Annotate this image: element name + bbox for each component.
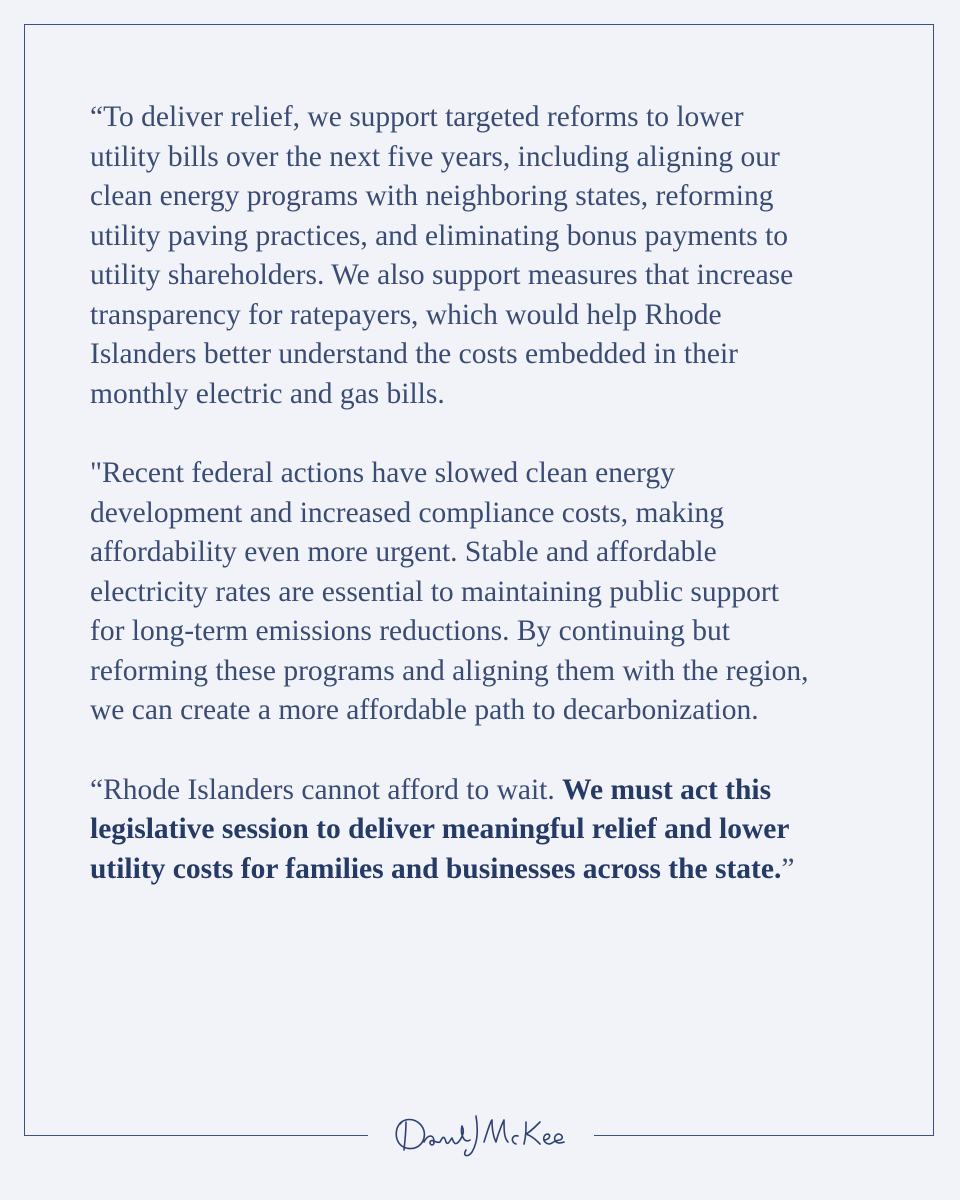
statement-paragraph-3 — [90, 771, 880, 890]
text-line: clean energy programs with neighboring states, reforming — [90, 180, 774, 212]
text-line: affordability even more urgent. Stable and affordable — [90, 536, 717, 568]
statement-body — [90, 98, 880, 929]
text-line: reforming these programs and aligning them with the region, — [90, 654, 809, 687]
text-line: Islanders better understand the costs embedded in their — [90, 338, 738, 370]
text-line — [90, 810, 880, 850]
text-line — [90, 850, 880, 890]
text-line — [90, 771, 880, 811]
text-line: transparency for ratepayers, which would help Rhode — [90, 298, 722, 331]
signature-graphic — [384, 1104, 584, 1164]
text-line: utility shareholders. We also support measures that increase — [90, 259, 794, 291]
handwritten-signature — [384, 1104, 584, 1164]
text-line: “To deliver relief, we support targeted reforms to lower — [90, 101, 744, 133]
emphasis-text: We must act this — [562, 773, 772, 806]
text-line: "Recent federal actions have slowed clean energy — [90, 457, 675, 489]
emphasis-text: utility costs for families and businesses across the state. — [90, 852, 782, 885]
statement-paragraph-2 — [90, 454, 880, 731]
text-line: monthly electric and gas bills. — [90, 377, 445, 410]
text-line: we can create a more affordable path to decarbonization. — [90, 694, 759, 726]
plain-text: “Rhode Islanders cannot afford to wait. — [90, 773, 563, 806]
text-line: development and increased compliance costs, making — [90, 496, 725, 529]
text-line: utility bills over the next five years, including aligning our — [90, 140, 780, 173]
text-line: electricity rates are essential to maintaining public support — [90, 575, 779, 608]
closing-quote: ” — [781, 852, 795, 885]
emphasis-text: legislative session to deliver meaningful relief and lower — [90, 813, 790, 845]
text-line: utility paving practices, and eliminating bonus payments to — [90, 219, 789, 252]
text-line: for long-term emissions reductions. By continuing but — [90, 615, 730, 647]
statement-paragraph-1 — [90, 98, 880, 414]
